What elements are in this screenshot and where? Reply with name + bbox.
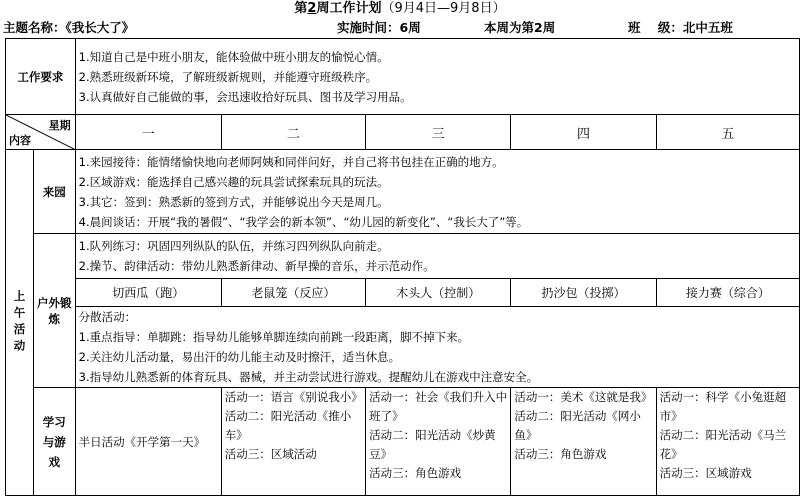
day-friday: 五 xyxy=(656,115,799,150)
free-activity-item: 3.指导幼儿熟悉新的体育玩具、器械，并主动尝试进行游戏。提醒幼儿在游戏中注意安全。 xyxy=(78,370,539,384)
title-suffix: 周工作计划 xyxy=(316,1,382,16)
arrival-item: 3.其它：签到：熟悉新的签到方式，并能够说出今天是周几。 xyxy=(78,194,389,209)
activity-item: 活动一：美术《这就是我》 xyxy=(514,390,653,404)
title-date-range: （9月4日—9月8日） xyxy=(381,1,506,16)
theme-name: 主题名称：《我长大了》 xyxy=(3,20,135,35)
day-monday: 一 xyxy=(75,115,221,150)
game-wednesday: 木头人（控制） xyxy=(366,279,511,307)
morning-activities-label: 上午活动 xyxy=(6,150,34,496)
study-tuesday xyxy=(221,388,365,496)
activity-item: 活动三：角色游戏 xyxy=(369,466,462,480)
work-requirements-label: 工作要求 xyxy=(6,39,76,115)
study-label: 学习与游戏 xyxy=(33,388,75,496)
study-wednesday xyxy=(366,388,511,496)
arrival-label: 来园 xyxy=(33,150,75,234)
outdoor-games-row xyxy=(6,279,800,307)
study-friday xyxy=(656,388,799,496)
study-thursday xyxy=(511,388,656,496)
title-prefix: 第 xyxy=(294,1,308,16)
free-activity-item: 1.重点指导：单脚跳：指导幼儿能够单脚连续向前跳一段距离，脚不掉下来。 xyxy=(78,330,470,344)
day-tuesday: 二 xyxy=(221,115,365,150)
activity-item: 活动一：社会《我们升入中班了》 xyxy=(369,390,508,423)
activity-item: 活动三：区域活动 xyxy=(224,447,317,461)
day-wednesday: 三 xyxy=(366,115,511,150)
game-monday: 切西瓜（跑） xyxy=(75,279,221,307)
outdoor-item: 1.队列练习：巩固四列纵队的队伍，并练习四列纵队向前走。 xyxy=(78,239,389,253)
arrival-item: 1.来园接待：能情绪愉快地向老师阿姨和同伴问好，并自己将书包挂在正确的地方。 xyxy=(78,154,504,169)
arrival-item: 4.晨间谈话：开展“我的暑假”、“我学会的新本领”、“幼儿园的新变化”、“我长大了”等。 xyxy=(78,214,529,229)
work-requirement-item: 1.知道自己是中班小朋友，能体验做中班小朋友的愉悦心情。 xyxy=(78,49,389,64)
arrival-content xyxy=(75,150,799,234)
activity-item: 活动一：科学《小兔逛超市》 xyxy=(659,390,787,423)
work-requirements-content xyxy=(75,39,799,115)
outdoor-intro-row xyxy=(6,234,800,279)
arrival-item: 2.区域游戏：能选择自己感兴趣的玩具尝试探索玩具的玩法。 xyxy=(78,174,389,189)
work-requirement-item: 3.认真做好自己能做的事，会迅速收拾好玩具、图书及学习用品。 xyxy=(78,89,412,104)
activity-item: 活动二：阳光活动《推小车》 xyxy=(224,409,352,442)
activity-item: 活动二：阳光活动《网小鱼》 xyxy=(514,409,641,442)
game-friday: 接力赛（综合） xyxy=(656,279,799,307)
content-label: 内容 xyxy=(9,134,31,147)
work-requirement-item: 2.熟悉班级新环境，了解班级新规则，并能遵守班级秩序。 xyxy=(78,69,378,84)
game-thursday: 扔沙包（投掷） xyxy=(511,279,656,307)
activity-item: 活动一：语言《别说我小》 xyxy=(224,390,363,404)
plan-table xyxy=(5,38,800,496)
free-activity-row xyxy=(6,307,800,388)
outdoor-intro xyxy=(75,234,799,279)
study-monday: 半日活动《开学第一天》 xyxy=(75,388,221,496)
free-activity-item: 2.关注幼儿活动量，易出汗的幼儿能主动及时擦汗，适当休息。 xyxy=(78,350,401,364)
free-activity-title: 分散活动： xyxy=(78,310,137,324)
title-week-number: 2 xyxy=(307,1,317,16)
activity-item: 活动三：区域游戏 xyxy=(659,466,752,480)
diagonal-header-cell xyxy=(6,115,76,150)
outdoor-label: 户外锻炼 xyxy=(33,234,75,388)
arrival-row xyxy=(6,150,800,234)
activity-item: 活动二：阳光活动《炒黄豆》 xyxy=(369,428,496,461)
outdoor-item: 2.操节、韵律活动：带幼儿熟悉新律动、新早操的音乐，并示范动作。 xyxy=(78,259,435,273)
implementation-time: 实施时间：6周 xyxy=(337,20,421,35)
free-activity-content xyxy=(75,307,799,388)
game-tuesday: 老鼠笼（反应） xyxy=(221,279,365,307)
current-week: 本周为第2周 xyxy=(484,20,556,35)
page-title xyxy=(0,0,800,17)
study-row xyxy=(6,388,800,496)
day-thursday: 四 xyxy=(511,115,656,150)
activity-item: 活动二：阳光活动《马兰花》 xyxy=(659,428,787,461)
activity-item: 活动三：角色游戏 xyxy=(514,447,607,461)
class-name: 班 级：北中五班 xyxy=(628,20,733,35)
week-label: 星期 xyxy=(48,119,71,132)
weekday-header-row xyxy=(6,115,800,150)
work-requirements-row xyxy=(6,39,800,115)
